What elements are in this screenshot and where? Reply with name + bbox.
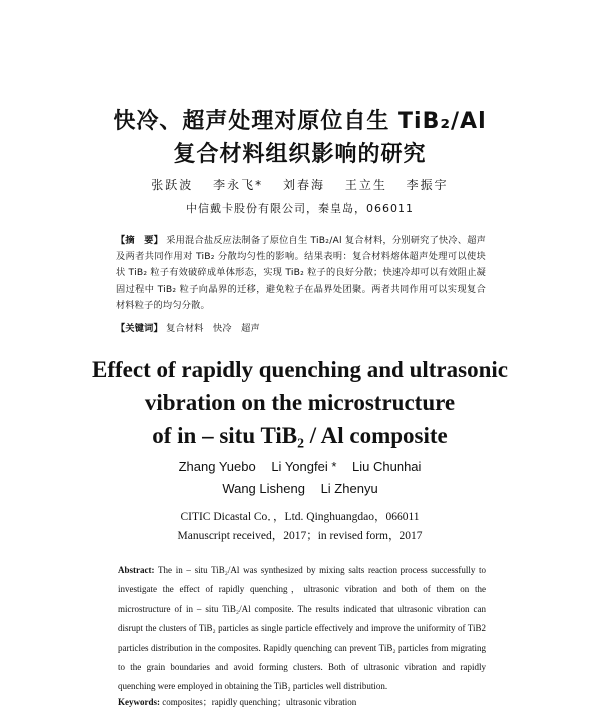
cn-keywords <box>116 320 486 334</box>
cn-author: 张跃波 <box>151 178 194 192</box>
en-authors-line-2 <box>0 481 600 496</box>
cn-authors <box>0 176 600 193</box>
cn-abstract <box>116 233 486 314</box>
cn-title-line-2: 复合材料组织影响的研究 <box>173 142 427 167</box>
en-keywords <box>118 695 486 708</box>
en-title-line-3: of in – situ TiB₂ / Al composite <box>152 423 448 448</box>
en-author: Zhang Yuebo <box>178 459 256 474</box>
cn-abstract-label: 【摘 要】 <box>116 235 164 246</box>
en-title-line-2: vibration on the microstructure <box>144 390 456 415</box>
en-author: Li Yongfei * <box>271 459 337 474</box>
en-abstract-text: The in – situ TiB₂/Al was synthesized by mixing salts reaction process successfully to investigate the effect of rapidly quenching，ultrasonic vibration and both of them on the microstructure of in – situ TiB₂/Al composite. The results indicated that ultrasonic vibration can disrupt the clusters of TiB₂ particles as single particle effectively and improve the uniformity of TiB2 particles distribution in the composites. Rapidly quenching can prevent TiB₂ particles from migrating to the grain boundaries and avoid forming clusters. Both of ultrasonic vibration and rapidly quenching were employed in obtaining the TiB₂ particles well distribution. <box>118 565 487 692</box>
en-author: Wang Lisheng <box>222 481 305 496</box>
en-authors-line-1 <box>0 459 600 474</box>
cn-author: 王立生 <box>344 178 387 192</box>
en-affiliation: CITIC Dicastal Co．，Ltd. Qinghuangdao，066011 <box>180 511 420 523</box>
cn-author: 刘春海 <box>282 178 325 192</box>
en-abstract <box>118 561 486 697</box>
en-keywords-text: composites；rapidly quenching；ultrasonic vibration <box>162 697 357 707</box>
cn-title-line-1: 快冷、超声处理对原位自生 TiB₂/Al <box>113 109 487 134</box>
cn-affiliation: 中信戴卡股份有限公司，秦皇岛，066011 <box>186 202 414 215</box>
en-title-line-1: Effect of rapidly quenching and ultrasonic <box>92 357 508 382</box>
en-abstract-label: Abstract: <box>118 565 155 575</box>
cn-abstract-text: 采用混合盐反应法制备了原位自生 TiB₂/Al 复合材料，分别研究了快冷、超声及两者共同作用对 TiB₂ 分散均匀性的影响。结果表明：复合材料熔体超声处理可以使块状 TiB₂ 粒子有效破碎成单体形态，实现 TiB₂ 粒子的良好分散；快速冷却可以有效阻止凝固过程中 TiB₂ 粒子向晶界的迁移，避免粒子在晶界处团聚。两者共同作用可以实现复合材料粒子的均匀分散。 <box>116 235 487 311</box>
cn-keywords-text: 复合材料 快冷 超声 <box>166 323 260 334</box>
en-manuscript-dates: Manuscript received，2017；in revised form，2017 <box>177 530 423 542</box>
en-author: Liu Chunhai <box>352 459 422 474</box>
cn-keywords-label: 【关键词】 <box>116 323 163 334</box>
en-author: Li Zhenyu <box>320 481 378 496</box>
cn-author: 李永飞* <box>213 178 264 192</box>
cn-author: 李振宇 <box>406 178 449 192</box>
en-keywords-label: Keywords: <box>118 697 160 707</box>
